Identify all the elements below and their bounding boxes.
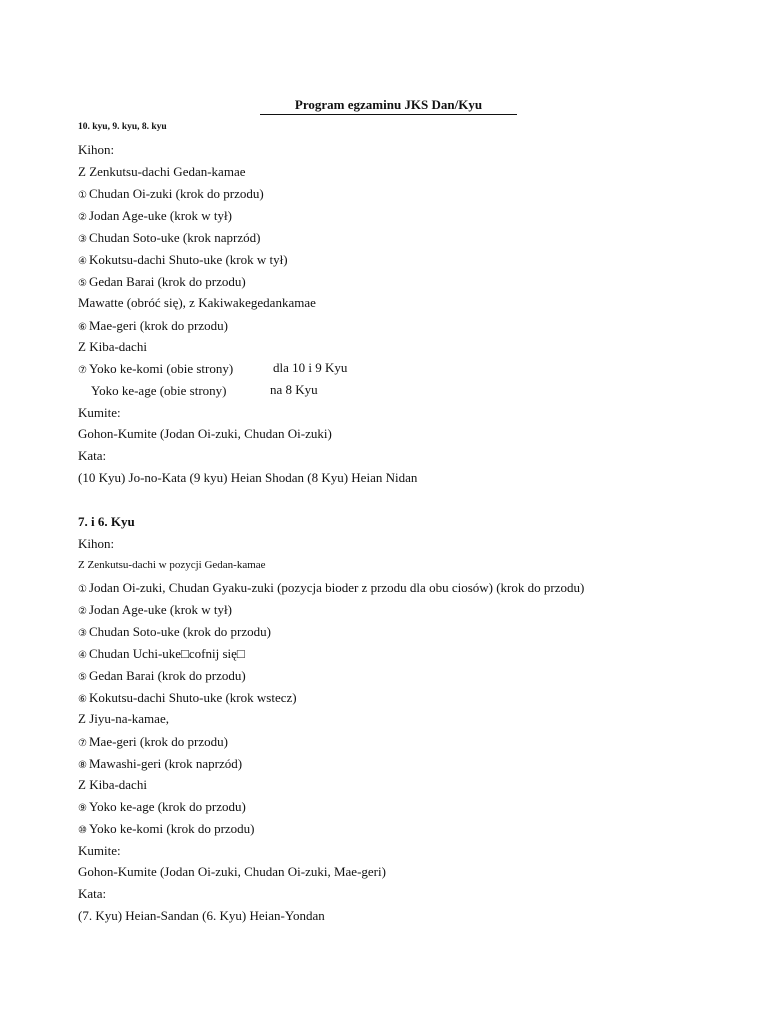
mawatte-line: Mawatte (obróć się), z Kakiwakegedankamae	[78, 295, 316, 310]
kata-line: (7. Kyu) Heian-Sandan (6. Kyu) Heian-Yondan	[78, 908, 325, 923]
stance-line: Z Jiyu-na-kamae,	[78, 711, 169, 726]
list-item: ① Jodan Oi-zuki, Chudan Gyaku-zuki (pozycja bioder z przodu dla obu ciosów) (krok do przodu)	[78, 580, 585, 595]
list-item: Yoko ke-age (obie strony)	[91, 383, 227, 398]
kumite-label: Kumite:	[78, 843, 121, 858]
list-item: ⑦ Yoko ke-komi (obie strony)	[78, 361, 234, 376]
list-item: ⑨ Yoko ke-age (krok do przodu)	[78, 799, 246, 814]
list-item: ⑩ Yoko ke-komi (krok do przodu)	[78, 821, 255, 836]
list-item: ④ Kokutsu-dachi Shuto-uke (krok w tył)	[78, 252, 288, 267]
stance-line: Z Zenkutsu-dachi w pozycji Gedan-kamae	[78, 559, 266, 571]
stance-line: Z Kiba-dachi	[78, 777, 147, 792]
kumite-line: Gohon-Kumite (Jodan Oi-zuki, Chudan Oi-zuki, Mae-geri)	[78, 864, 386, 879]
kihon-label: Kihon:	[78, 536, 115, 551]
item-note: na 8 Kyu	[270, 382, 318, 397]
stance-line: Z Kiba-dachi	[78, 339, 147, 354]
section-1-heading: 10. kyu, 9. kyu, 8. kyu	[78, 122, 167, 132]
list-item: ⑧ Mawashi-geri (krok naprzód)	[78, 756, 243, 771]
list-item: ③ Chudan Soto-uke (krok naprzód)	[78, 230, 261, 245]
list-item: ④ Chudan Uchi-uke□cofnij się□	[78, 646, 245, 661]
list-item: ⑤ Gedan Barai (krok do przodu)	[78, 668, 246, 683]
kihon-label: Kihon:	[78, 142, 115, 157]
list-item: ⑥ Mae-geri (krok do przodu)	[78, 318, 228, 333]
kumite-label: Kumite:	[78, 405, 121, 420]
list-item: ⑤ Gedan Barai (krok do przodu)	[78, 274, 246, 289]
kata-label: Kata:	[78, 448, 107, 463]
stance-line: Z Zenkutsu-dachi Gedan-kamae	[78, 164, 246, 179]
kumite-line: Gohon-Kumite (Jodan Oi-zuki, Chudan Oi-zuki)	[78, 426, 332, 441]
list-item: ② Jodan Age-uke (krok w tył)	[78, 208, 232, 223]
kata-label: Kata:	[78, 886, 107, 901]
document-title: Program egzaminu JKS Dan/Kyu	[260, 97, 517, 115]
list-item: ⑦ Mae-geri (krok do przodu)	[78, 734, 228, 749]
list-item: ① Chudan Oi-zuki (krok do przodu)	[78, 186, 264, 201]
list-item: ③ Chudan Soto-uke (krok do przodu)	[78, 624, 271, 639]
list-item: ② Jodan Age-uke (krok w tył)	[78, 602, 232, 617]
item-note: dla 10 i 9 Kyu	[273, 360, 348, 375]
kata-line: (10 Kyu) Jo-no-Kata (9 kyu) Heian Shodan (8 Kyu) Heian Nidan	[78, 470, 418, 485]
list-item: ⑥ Kokutsu-dachi Shuto-uke (krok wstecz)	[78, 690, 297, 705]
section-2-heading: 7. i 6. Kyu	[78, 514, 135, 529]
